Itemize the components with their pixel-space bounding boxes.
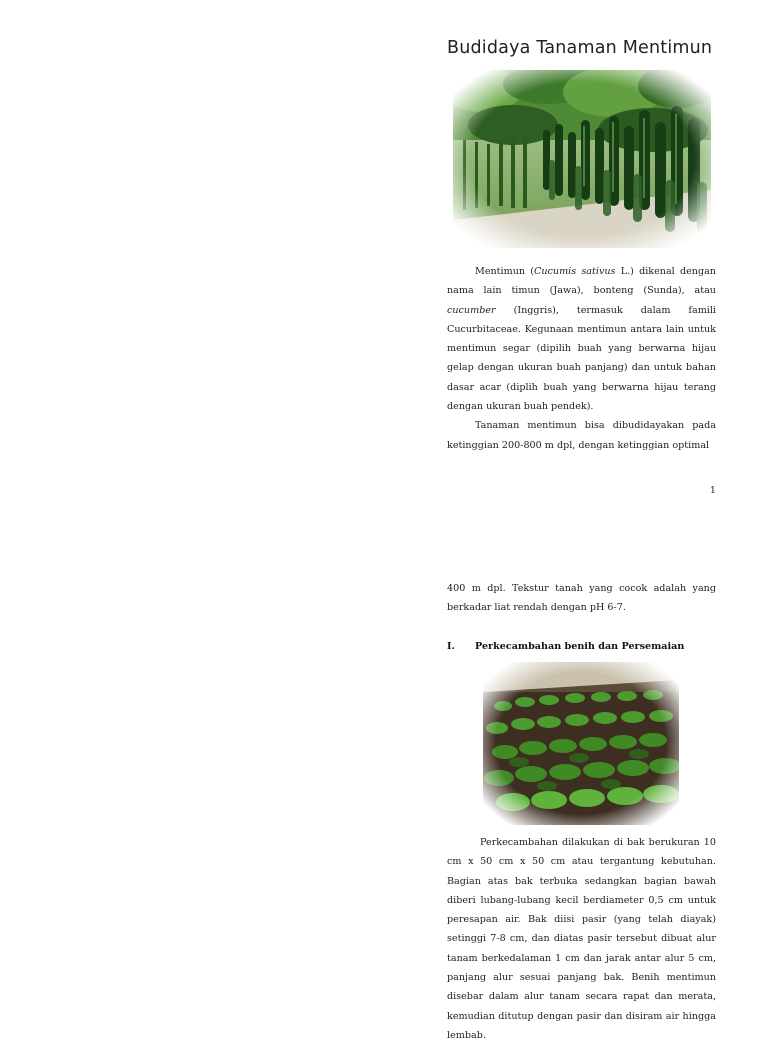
section-title: Perkecambahan benih dan Persemaian bbox=[475, 641, 685, 652]
section-1-paragraph: Perkecambahan dilakukan di bak berukuran 10 cm x 50 cm x 50 cm atau tergantung kebutuhan. Bagian atas bak terbuka sedangkan bagian bawah diberi lubang-lubang kecil berdiameter 0,5 cm untuk peresapan air. Bak diisi pasir (yang telah diayak) setinggi 7-8 cm, dan diatas pasir tersebut dibuat alur tanam berkedalaman 1 cm dan jarak antar alur 5 cm, panjang alur sesuai panjang bak. Benih mentimun disebar dalam alur tanam secara rapat dan merata, kemudian ditutup dengan pasir dan disiram air hingga lembab. bbox=[447, 837, 716, 1041]
intro-paragraph-2: Tanaman mentimun bisa dibudidayakan pada ketinggian 200-800 m dpl, dengan ketinggian optimal bbox=[447, 420, 716, 451]
page-number: 1 bbox=[709, 485, 716, 496]
english-name: cucumber bbox=[447, 304, 496, 316]
seedling-photo-graphic bbox=[483, 662, 679, 825]
section-1-text-block bbox=[447, 833, 716, 1045]
section-heading bbox=[447, 639, 716, 655]
intro-text-block bbox=[447, 262, 716, 455]
cucumber-photo-graphic bbox=[453, 70, 711, 248]
intro-continuation-block bbox=[447, 579, 716, 618]
cucumber-seedlings-photo bbox=[483, 662, 679, 825]
document-title: Budidaya Tanaman Mentimun bbox=[447, 38, 713, 58]
section-number: I. bbox=[447, 641, 455, 652]
intro-paragraph-2-continued: 400 m dpl. Tekstur tanah yang cocok adalah yang berkadar liat rendah dengan pH 6-7. bbox=[447, 583, 716, 614]
intro-paragraph-1: Mentimun (Cucumis sativus L.) dikenal dengan nama lain timun (Jawa), bonteng (Sunda), atau cucumber (Inggris), termasuk dalam famili Cucurbitaceae. Kegunaan mentimun antara lain untuk mentimun segar (dipilih buah yang berwarna hijau gelap dengan ukuran buah panjang) dan untuk bahan dasar acar (diplih buah yang berwarna hijau terang dengan ukuran buah pendek). bbox=[447, 266, 716, 413]
latin-name: Cucumis sativus bbox=[534, 266, 616, 277]
cucumber-greenhouse-photo bbox=[453, 70, 711, 248]
